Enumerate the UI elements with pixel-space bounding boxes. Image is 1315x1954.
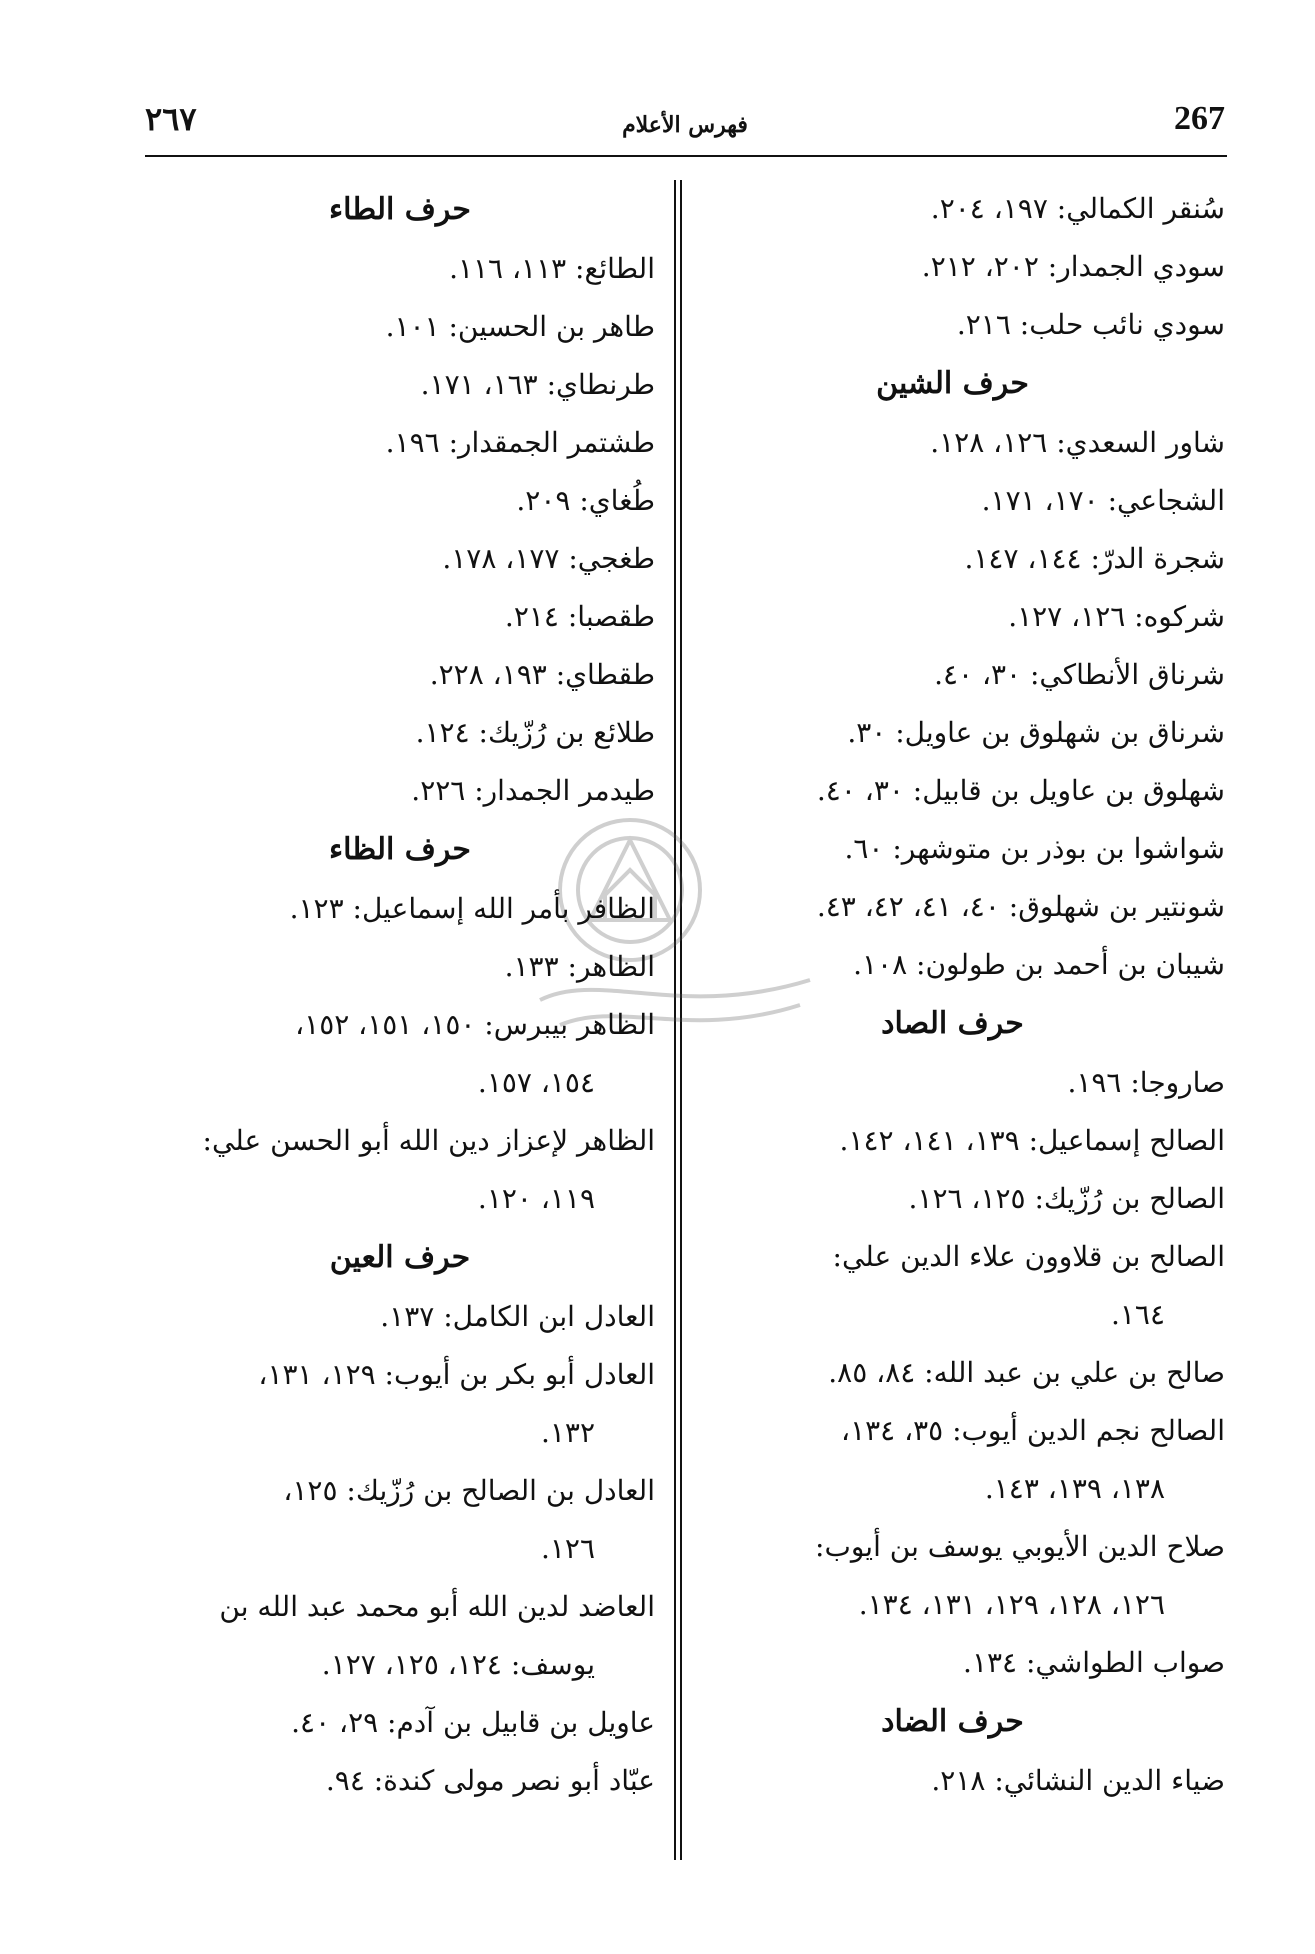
index-entry: الطائع: ١١٣، ١١٦. xyxy=(449,252,655,285)
entry-text: الظاهر بيبرس: ١٥٠، ١٥١، ١٥٢، xyxy=(295,1008,655,1041)
page-number-arabic: ٢٦٧ xyxy=(145,100,197,138)
index-entry: شيبان بن أحمد بن طولون: ١٠٨. xyxy=(853,948,1225,981)
entry-text: العادل بن الصالح بن رُزّيك: ١٢٥، xyxy=(283,1474,655,1507)
entry-continuation: ١٢٦، ١٢٨، ١٢٩، ١٣١، ١٣٤. xyxy=(858,1588,1165,1621)
entry-text: الصالح بن قلاوون علاء الدين علي: xyxy=(832,1240,1225,1273)
section-heading-sad: حرف الصاد xyxy=(881,1006,1024,1041)
index-entry: شاور السعدي: ١٢٦، ١٢٨. xyxy=(930,426,1225,459)
index-entry: العادل ابن الكامل: ١٣٧. xyxy=(380,1300,655,1333)
section-heading-ta: حرف الطاء xyxy=(329,192,471,227)
index-entry: شرناق الأنطاكي: ٣٠، ٤٠. xyxy=(934,658,1225,691)
page-header xyxy=(145,100,1225,152)
index-entry xyxy=(145,1578,655,1694)
index-entry: الشجاعي: ١٧٠، ١٧١. xyxy=(981,484,1225,517)
section-heading-dad: حرف الضاد xyxy=(881,1704,1024,1739)
index-entry: الظافر بأمر الله إسماعيل: ١٢٣. xyxy=(289,892,655,925)
page-number-latin: 267 xyxy=(1174,100,1225,137)
index-entry: طيدمر الجمدار: ٢٢٦. xyxy=(411,774,655,807)
entry-continuation: يوسف: ١٢٤، ١٢٥، ١٢٧. xyxy=(321,1648,595,1681)
index-entry: شونتير بن شهلوق: ٤٠، ٤١، ٤٢، ٤٣. xyxy=(816,890,1225,923)
index-entry xyxy=(680,1228,1225,1344)
index-entry xyxy=(680,1518,1225,1634)
index-entry xyxy=(145,1346,655,1462)
index-entry: طقصبا: ٢١٤. xyxy=(504,600,655,633)
index-entry: سودي نائب حلب: ٢١٦. xyxy=(956,308,1225,341)
entry-continuation: ١٣٢. xyxy=(540,1416,595,1449)
running-title: فهرس الأعلام xyxy=(622,112,748,138)
entry-text: العاضد لدين الله أبو محمد عبد الله بن xyxy=(219,1590,655,1623)
index-entry: طقطاي: ١٩٣، ٢٢٨. xyxy=(429,658,655,691)
index-entry: شركوه: ١٢٦، ١٢٧. xyxy=(1008,600,1225,633)
index-entry: شرناق بن شهلوق بن عاويل: ٣٠. xyxy=(847,716,1225,749)
index-entry: ضياء الدين النشائي: ٢١٨. xyxy=(931,1764,1225,1797)
index-entry xyxy=(145,1112,655,1228)
index-entry: طلائع بن رُزّيك: ١٢٤. xyxy=(415,716,655,749)
header-rule xyxy=(145,155,1227,157)
index-entry: طشتمر الجمقدار: ١٩٦. xyxy=(385,426,655,459)
index-entry: طرنطاي: ١٦٣، ١٧١. xyxy=(420,368,655,401)
left-column xyxy=(145,180,655,1810)
index-entry xyxy=(145,1462,655,1578)
section-heading-ain: حرف العين xyxy=(329,1240,471,1275)
index-entry: صواب الطواشي: ١٣٤. xyxy=(963,1646,1225,1679)
index-entry: شهلوق بن عاويل بن قابيل: ٣٠، ٤٠. xyxy=(816,774,1225,807)
index-entry: عبّاد أبو نصر مولى كندة: ٩٤. xyxy=(325,1764,655,1797)
index-entry: الصالح إسماعيل: ١٣٩، ١٤١، ١٤٢. xyxy=(839,1124,1225,1157)
index-entry: طُغاي: ٢٠٩. xyxy=(516,484,655,517)
index-entry: صالح بن علي بن عبد الله: ٨٤، ٨٥. xyxy=(828,1356,1225,1389)
index-entry: الصالح بن رُزّيك: ١٢٥، ١٢٦. xyxy=(908,1182,1225,1215)
index-entry: طغجي: ١٧٧، ١٧٨. xyxy=(442,542,655,575)
entry-continuation: ١١٩، ١٢٠. xyxy=(477,1182,595,1215)
section-heading-shin: حرف الشين xyxy=(876,366,1029,401)
index-entry: الظاهر: ١٣٣. xyxy=(504,950,655,983)
index-entry: سُنقر الكمالي: ١٩٧، ٢٠٤. xyxy=(930,192,1225,225)
entry-continuation: ١٢٦. xyxy=(540,1532,595,1565)
index-entry: عاويل بن قابيل بن آدم: ٢٩، ٤٠. xyxy=(291,1706,655,1739)
entry-text: صلاح الدين الأيوبي يوسف بن أيوب: xyxy=(815,1530,1225,1563)
entry-continuation: ١٦٤. xyxy=(1110,1298,1165,1331)
index-entry: سودي الجمدار: ٢٠٢، ٢١٢. xyxy=(921,250,1225,283)
entry-continuation: ١٥٤، ١٥٧. xyxy=(477,1066,595,1099)
index-entry xyxy=(145,996,655,1112)
index-entry xyxy=(680,1402,1225,1518)
entry-continuation: ١٣٨، ١٣٩، ١٤٣. xyxy=(984,1472,1165,1505)
index-entry: شواشوا بن بوذر بن متوشهر: ٦٠. xyxy=(844,832,1225,865)
entry-text: الصالح نجم الدين أيوب: ٣٥، ١٣٤، xyxy=(841,1414,1225,1447)
section-heading-za: حرف الظاء xyxy=(329,832,471,867)
entry-text: العادل أبو بكر بن أيوب: ١٢٩، ١٣١، xyxy=(258,1358,655,1391)
entry-text: الظاهر لإعزاز دين الله أبو الحسن علي: xyxy=(202,1124,655,1157)
index-entry: طاهر بن الحسين: ١٠١. xyxy=(385,310,655,343)
index-entry: شجرة الدرّ: ١٤٤، ١٤٧. xyxy=(964,542,1225,575)
right-column xyxy=(680,180,1225,1810)
index-entry: صاروجا: ١٩٦. xyxy=(1067,1066,1225,1099)
